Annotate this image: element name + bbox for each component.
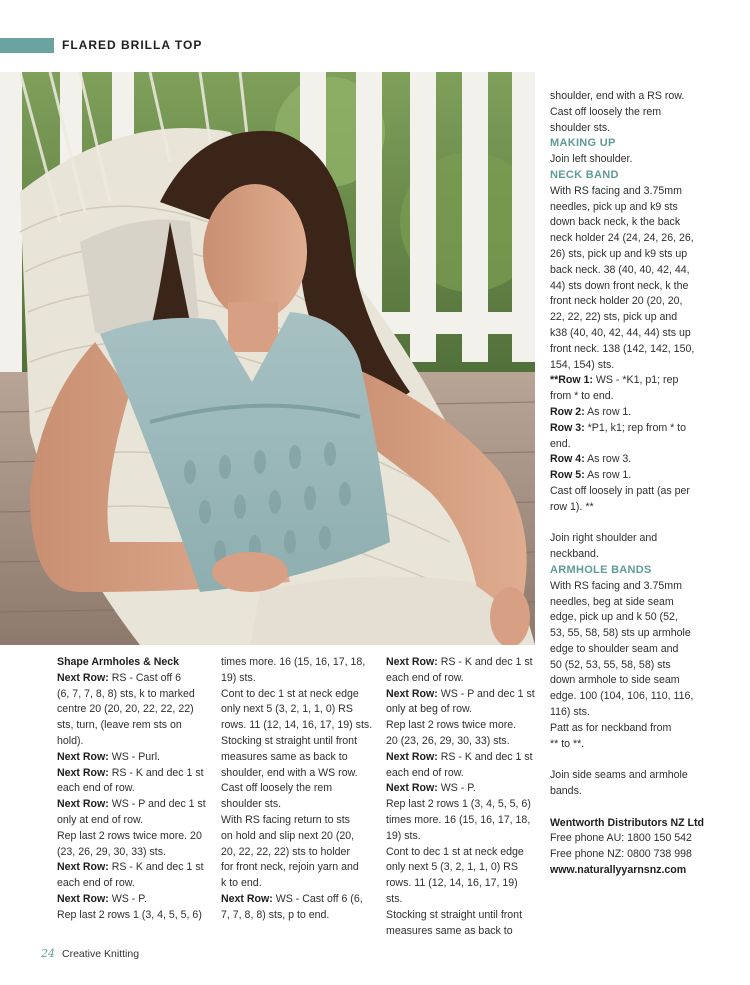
text-line: rows. 11 (12, 14, 16, 17, 19) sts. (386, 877, 518, 905)
text-line: only at beg of row. (386, 703, 472, 716)
text-line: 154, 154) sts. (550, 358, 615, 371)
magazine-name: Creative Knitting (62, 948, 140, 960)
row-text: WS - P and dec 1 st (108, 798, 206, 811)
text-line: Rep last 2 rows 1 (3, 4, 5, 5, 6) (57, 908, 202, 921)
row-text: As row 1. (584, 405, 632, 418)
text-line: on hold and slip next 20 (20, (221, 829, 355, 842)
text-line: Cast off loosely in patt (as per (550, 484, 690, 497)
row-instruction (57, 750, 207, 766)
text-line: k38 (40, 40, 42, 44, 44) sts up (550, 326, 691, 339)
row-label: Row 2: (550, 405, 585, 418)
text-line: edge. 100 (104, 106, 110, 116, (550, 690, 694, 703)
text-line: Join right shoulder and (550, 532, 658, 545)
text-line: each end of row. (57, 877, 135, 890)
text-line: needles, beg at side seam (550, 595, 674, 608)
text-line: end. (550, 437, 571, 450)
section-heading-text: Shape Armholes & Neck (57, 656, 180, 668)
text-line: times more. 16 (15, 16, 17, 18, (221, 656, 366, 668)
text-line: measures same as back to (221, 750, 348, 763)
text-line: With RS facing and 3.75mm (550, 184, 682, 197)
text-line: Rep last 2 rows 1 (3, 4, 5, 5, 6) (386, 798, 531, 811)
text-line: back neck. 38 (40, 40, 42, 44, (550, 263, 690, 276)
row-label: Next Row: (57, 798, 109, 811)
text-line: edge to shoulder seam and (550, 642, 679, 655)
row-label: Row 4: (550, 453, 585, 466)
column-1 (57, 655, 207, 924)
text-line: Rep last 2 rows twice more. 20 (57, 829, 202, 842)
text-line: needles, pick up and k9 sts (550, 200, 678, 213)
text-line: for front neck, rejoin yarn and (221, 861, 359, 874)
row-label: **Row 1: (550, 374, 593, 387)
row-label: Next Row: (57, 671, 109, 684)
header-accent-bar (0, 38, 54, 53)
text-line: Patt as for neckband from (550, 721, 672, 734)
text-line: With RS facing return to sts (221, 813, 350, 826)
distributor-website (550, 863, 740, 879)
text-line: from * to end. (550, 390, 614, 403)
text-line: 26) sts, pick up and k9 sts up (550, 247, 688, 260)
text-line: down armhole to side seam (550, 674, 680, 687)
text-line: bands. (550, 785, 582, 798)
distributor-website-text: www.naturallyyarnsnz.com (550, 864, 687, 877)
row-instruction (57, 766, 207, 782)
text-line: measures same as back to (386, 924, 513, 937)
row-instruction (57, 860, 207, 876)
section-heading (57, 655, 207, 671)
text-line: shoulder, end with a WS row. (221, 766, 358, 779)
text-line: neckband. (550, 548, 599, 561)
row-text: WS - Purl. (108, 750, 161, 763)
distributor-name (550, 816, 740, 832)
text-line: With RS facing and 3.75mm (550, 579, 682, 592)
heading-armhole-bands: ARMHOLE BANDS (550, 563, 652, 576)
row-label: Next Row: (386, 750, 438, 763)
text-line: (6, 7, 7, 8, 8) sts, k to marked (57, 687, 195, 700)
row-instruction (57, 892, 207, 908)
row-instruction (550, 421, 740, 437)
pattern-title: FLARED BRILLA TOP (62, 38, 203, 52)
text-line: 20, 22, 22, 22) sts to holder (221, 845, 350, 858)
text-line: Cast off loosely the rem (550, 105, 662, 118)
text-line: shoulder sts. (550, 121, 611, 134)
row-text: WS - Cast off 6 (6, (272, 892, 363, 905)
text-line: Cont to dec 1 st at neck edge (386, 845, 524, 858)
distributor-phone-nz: Free phone NZ: 0800 738 998 (550, 848, 692, 861)
row-text: WS - *K1, p1; rep (592, 374, 679, 387)
text-line: only next 5 (3, 2, 1, 1, 0) RS (386, 861, 518, 874)
text-line: shoulder sts. (221, 798, 282, 811)
row-text: *P1, k1; rep from * to (584, 421, 687, 434)
text-line: 53, 55, 58, 58) sts up armhole (550, 627, 691, 640)
text-line: row 1). ** (550, 500, 594, 513)
row-label: Next Row: (386, 656, 438, 668)
column-right (550, 89, 740, 879)
text-line: Join left shoulder. (550, 153, 633, 166)
row-label: Next Row: (386, 782, 438, 795)
text-line: only next 5 (3, 2, 1, 1, 0) RS (221, 703, 353, 716)
row-instruction (550, 468, 740, 484)
row-label: Next Row: (57, 766, 109, 779)
row-instruction (550, 452, 740, 468)
photo-model-in-hammock (0, 72, 535, 645)
text-line: 19) sts. (221, 671, 256, 684)
page-footer (41, 946, 139, 962)
page-number: 24 (41, 947, 55, 960)
row-text: WS - P. (437, 782, 476, 795)
text-line: times more. 16 (15, 16, 17, 18, (386, 813, 531, 826)
text-line: rows. 11 (12, 14, 16, 17, 19) sts. (221, 719, 373, 732)
row-instruction (57, 671, 207, 687)
row-label: Next Row: (57, 892, 109, 905)
row-text: WS - P and dec 1 st (437, 687, 535, 700)
text-line: Rep last 2 rows twice more. (386, 719, 517, 732)
heading-making-up: MAKING UP (550, 137, 616, 150)
text-line: edge, pick up and k 50 (52, (550, 611, 678, 624)
text-line: each end of row. (386, 766, 464, 779)
row-label: Next Row: (386, 687, 438, 700)
text-line: k to end. (221, 877, 262, 890)
row-text: RS - Cast off 6 (108, 671, 182, 684)
text-line: shoulder, end with a RS row. (550, 90, 685, 102)
row-instruction (386, 655, 536, 671)
row-text: RS - K and dec 1 st (437, 656, 533, 668)
text-line: 19) sts. (386, 829, 421, 842)
row-instruction (57, 797, 207, 813)
text-line: sts, turn, (leave rem sts on (57, 719, 182, 732)
row-instruction (386, 687, 536, 703)
row-text: RS - K and dec 1 st (437, 750, 533, 763)
text-line: hold). (57, 734, 84, 747)
row-text: RS - K and dec 1 st (108, 861, 204, 874)
text-line: Cast off loosely the rem (221, 782, 333, 795)
text-line: 7, 7, 8, 8) sts, p to end. (221, 908, 330, 921)
text-line: 20 (23, 26, 29, 30, 33) sts. (386, 734, 510, 747)
row-label: Next Row: (57, 861, 109, 874)
text-line: 116) sts. (550, 706, 590, 719)
column-3 (386, 655, 536, 939)
row-label: Row 3: (550, 421, 585, 434)
text-line: down back neck, k the back (550, 216, 681, 229)
text-line: 44) sts down front neck, k the (550, 279, 689, 292)
text-line: Stocking st straight until front (221, 734, 358, 747)
row-instruction (386, 750, 536, 766)
row-label: Next Row: (221, 892, 273, 905)
row-label: Next Row: (57, 750, 109, 763)
row-text: As row 1. (584, 469, 632, 482)
text-line: front neck. 138 (142, 142, 150, (550, 342, 695, 355)
row-text: As row 3. (584, 453, 632, 466)
text-line: 22, 22, 22) sts, pick up and (550, 311, 678, 324)
text-line: each end of row. (57, 782, 135, 795)
row-text: RS - K and dec 1 st (108, 766, 204, 779)
distributor-phone-au: Free phone AU: 1800 150 542 (550, 832, 692, 845)
row-instruction (550, 373, 740, 389)
text-line: centre 20 (20, 20, 22, 22, 22) (57, 703, 194, 716)
text-line: neck holder 24 (24, 24, 26, 26, (550, 232, 694, 245)
text-line: Join side seams and armhole (550, 769, 688, 782)
heading-neck-band: NECK BAND (550, 168, 619, 181)
text-line: (23, 26, 29, 30, 33) sts. (57, 845, 166, 858)
row-instruction (550, 405, 740, 421)
text-line: each end of row. (386, 671, 464, 684)
text-line: ** to **. (550, 737, 585, 750)
text-line: Stocking st straight until front (386, 908, 523, 921)
row-label: Row 5: (550, 469, 585, 482)
text-line: Cont to dec 1 st at neck edge (221, 687, 359, 700)
row-instruction (221, 892, 373, 908)
text-line: front neck holder 20 (20, 20, (550, 295, 683, 308)
column-2 (221, 655, 373, 924)
text-line: 50 (52, 53, 55, 58, 58) sts (550, 658, 671, 671)
distributor-name-text: Wentworth Distributors NZ Ltd (550, 816, 704, 829)
row-instruction (386, 781, 536, 797)
text-line: only at end of row. (57, 813, 143, 826)
row-text: WS - P. (108, 892, 147, 905)
